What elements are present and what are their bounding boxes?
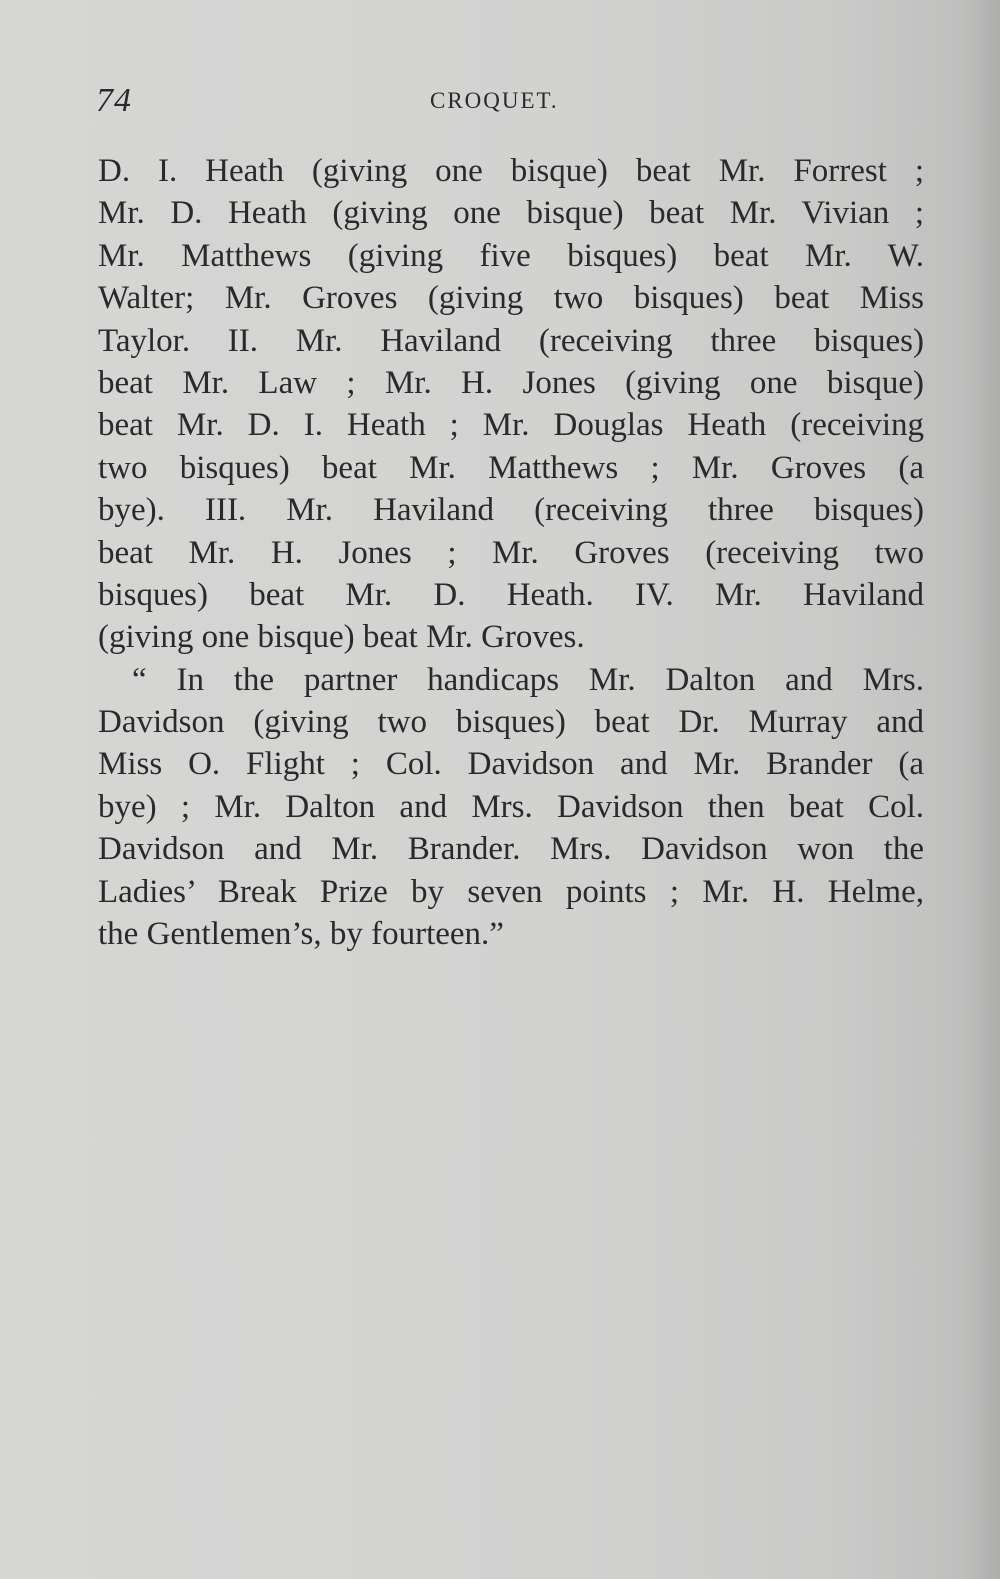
text-line: bisques) beat Mr. D. Heath. IV. Mr. Haviland [98, 576, 924, 613]
page-number: 74 [96, 82, 132, 119]
text-line: Ladies’ Break Prize by seven points ; Mr. H. Helme, [98, 873, 924, 910]
text-line: Miss O. Flight ; Col. Davidson and Mr. Brander (a [98, 746, 924, 783]
text-line: (giving one bisque) beat Mr. Groves. [98, 619, 585, 656]
text-line: “ In the partner handicaps Mr. Dalton and Mrs. [132, 661, 924, 698]
body-text [98, 150, 924, 955]
text-line: bye) ; Mr. Dalton and Mrs. Davidson then beat Col. [98, 788, 924, 825]
text-line: Davidson and Mr. Brander. Mrs. Davidson won the [98, 831, 924, 868]
running-head [96, 82, 928, 126]
text-line: Mr. D. Heath (giving one bisque) beat Mr. Vivian ; [98, 195, 924, 232]
text-line: Davidson (giving two bisques) beat Dr. Murray and [98, 704, 924, 741]
text-line: bye). III. Mr. Haviland (receiving three bisques) [98, 492, 924, 529]
text-line: beat Mr. D. I. Heath ; Mr. Douglas Heath (receiving [98, 407, 924, 444]
running-title: CROQUET. [430, 88, 559, 113]
text-line: Walter; Mr. Groves (giving two bisques) beat Miss [98, 280, 924, 317]
text-line: beat Mr. Law ; Mr. H. Jones (giving one bisque) [98, 364, 924, 401]
text-line: Taylor. II. Mr. Haviland (receiving three bisques) [98, 322, 924, 359]
text-line: two bisques) beat Mr. Matthews ; Mr. Groves (a [98, 449, 924, 486]
page-edge-shadow [960, 0, 1000, 1579]
text-line: beat Mr. H. Jones ; Mr. Groves (receiving two [98, 534, 924, 571]
text-line: D. I. Heath (giving one bisque) beat Mr. Forrest ; [98, 153, 924, 189]
text-line: Mr. Matthews (giving five bisques) beat Mr. W. [98, 237, 924, 274]
text-line: the Gentlemen’s, by fourteen.” [98, 916, 504, 953]
